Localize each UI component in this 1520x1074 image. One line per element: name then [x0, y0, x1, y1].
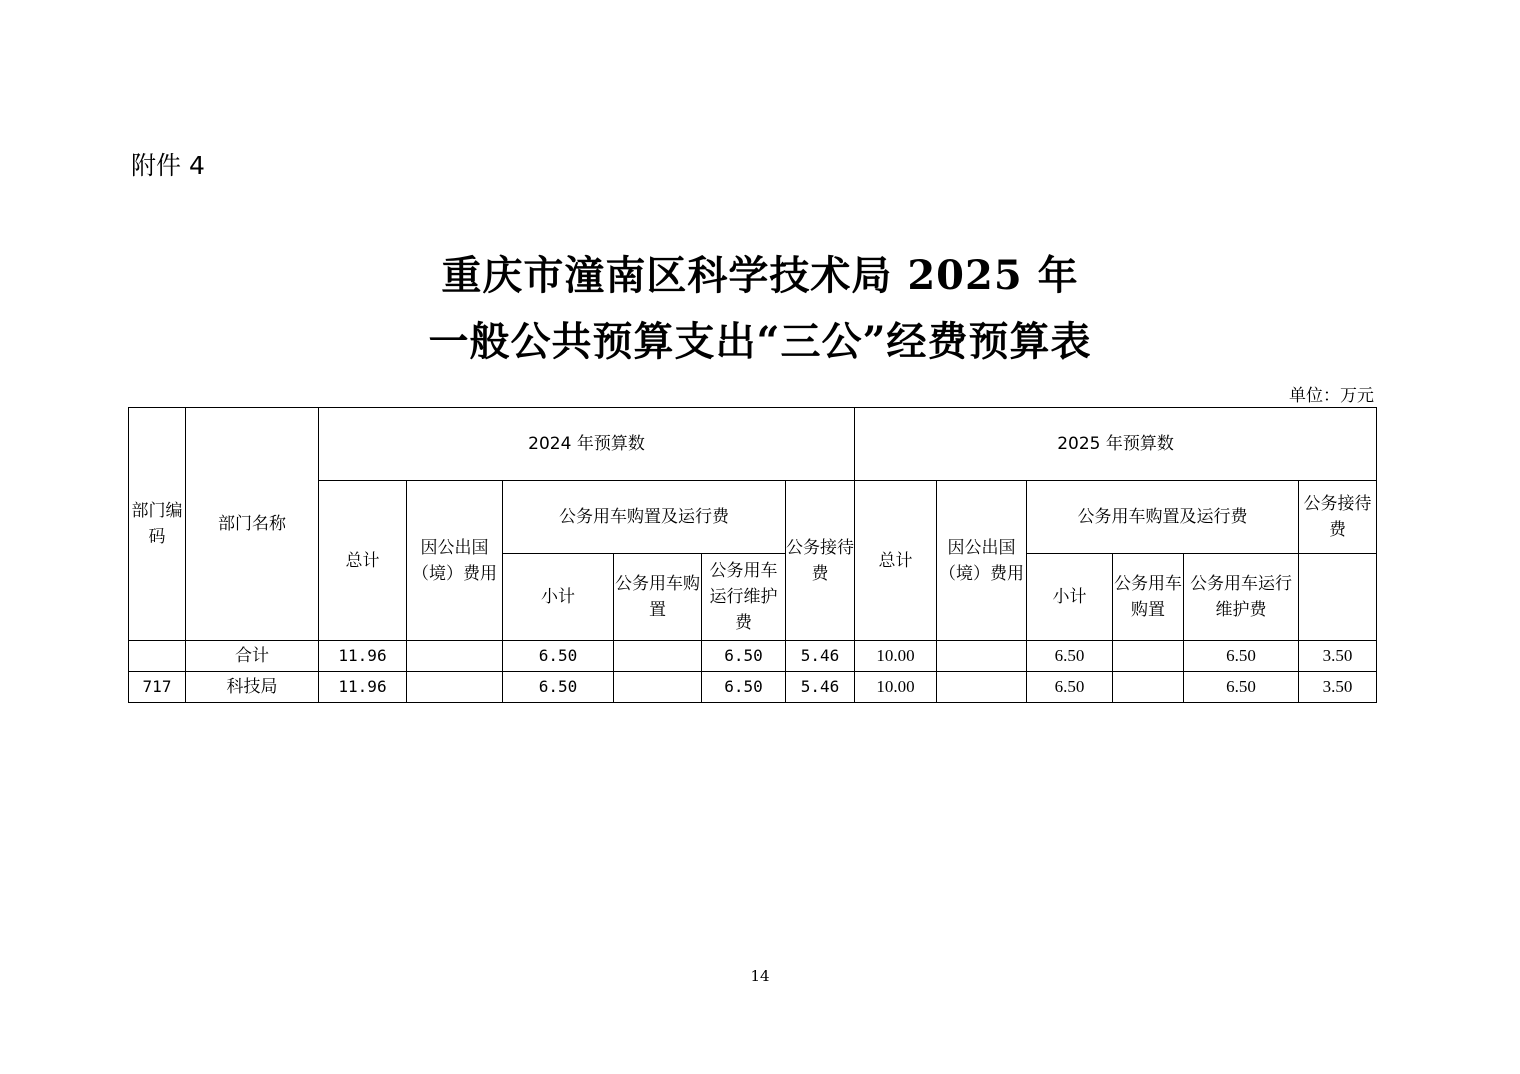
header-2025-reception-blank [1299, 554, 1377, 641]
cell-2025-overseas [937, 672, 1027, 703]
header-2025-reception: 公务接待费 [1299, 481, 1377, 554]
cell-code [129, 641, 186, 672]
cell-2024-overseas [407, 641, 503, 672]
cell-2025-purchase [1113, 672, 1184, 703]
cell-name: 合计 [186, 641, 319, 672]
cell-2024-total: 11.96 [319, 672, 407, 703]
header-2024-overseas: 因公出国（境）费用 [407, 481, 503, 641]
cell-2024-maintenance: 6.50 [702, 641, 786, 672]
cell-2025-subtotal: 6.50 [1027, 641, 1113, 672]
cell-2024-total: 11.96 [319, 641, 407, 672]
header-2024-vehicle-maintenance: 公务用车运行维护费 [702, 554, 786, 641]
header-2025-vehicle-maintenance: 公务用车运行维护费 [1184, 554, 1299, 641]
page-title-line1: 重庆市潼南区科学技术局 2025 年 [441, 252, 1079, 299]
cell-2025-maintenance: 6.50 [1184, 672, 1299, 703]
cell-2024-subtotal: 6.50 [503, 641, 614, 672]
cell-name: 科技局 [186, 672, 319, 703]
header-budget-2025: 2025 年预算数 [855, 408, 1377, 481]
page-title-line2: 一般公共预算支出“三公”经费预算表 [428, 318, 1092, 365]
table-row [129, 641, 1377, 672]
cell-code: 717 [129, 672, 186, 703]
cell-2025-reception: 3.50 [1299, 641, 1377, 672]
header-2024-vehicle-group: 公务用车购置及运行费 [503, 481, 786, 554]
annex-label: 附件 4 [131, 151, 205, 180]
cell-2025-total: 10.00 [855, 672, 937, 703]
cell-2024-overseas [407, 672, 503, 703]
cell-2024-reception: 5.46 [786, 641, 855, 672]
unit-label: 单位：万元 [1289, 386, 1374, 406]
cell-2025-purchase [1113, 641, 1184, 672]
header-budget-2024: 2024 年预算数 [319, 408, 855, 481]
cell-2025-reception: 3.50 [1299, 672, 1377, 703]
table-row [129, 672, 1377, 703]
header-2024-vehicle-purchase: 公务用车购置 [614, 554, 702, 641]
cell-2024-purchase [614, 641, 702, 672]
header-2025-vehicle-group: 公务用车购置及运行费 [1027, 481, 1299, 554]
header-2024-reception: 公务接待费 [786, 481, 855, 641]
header-2024-total: 总计 [319, 481, 407, 641]
header-2025-total: 总计 [855, 481, 937, 641]
cell-2025-maintenance: 6.50 [1184, 641, 1299, 672]
header-2024-subtotal: 小计 [503, 554, 614, 641]
header-2025-vehicle-purchase: 公务用车购置 [1113, 554, 1184, 641]
header-dept-name: 部门名称 [186, 408, 319, 641]
cell-2024-reception: 5.46 [786, 672, 855, 703]
cell-2024-purchase [614, 672, 702, 703]
cell-2025-subtotal: 6.50 [1027, 672, 1113, 703]
header-2025-overseas: 因公出国（境）费用 [937, 481, 1027, 641]
cell-2024-subtotal: 6.50 [503, 672, 614, 703]
cell-2025-total: 10.00 [855, 641, 937, 672]
header-row-1 [129, 408, 1377, 481]
budget-table [128, 407, 1377, 703]
cell-2024-maintenance: 6.50 [702, 672, 786, 703]
cell-2025-overseas [937, 641, 1027, 672]
page-number: 14 [750, 967, 770, 985]
header-dept-code: 部门编码 [129, 408, 186, 641]
header-2025-subtotal: 小计 [1027, 554, 1113, 641]
